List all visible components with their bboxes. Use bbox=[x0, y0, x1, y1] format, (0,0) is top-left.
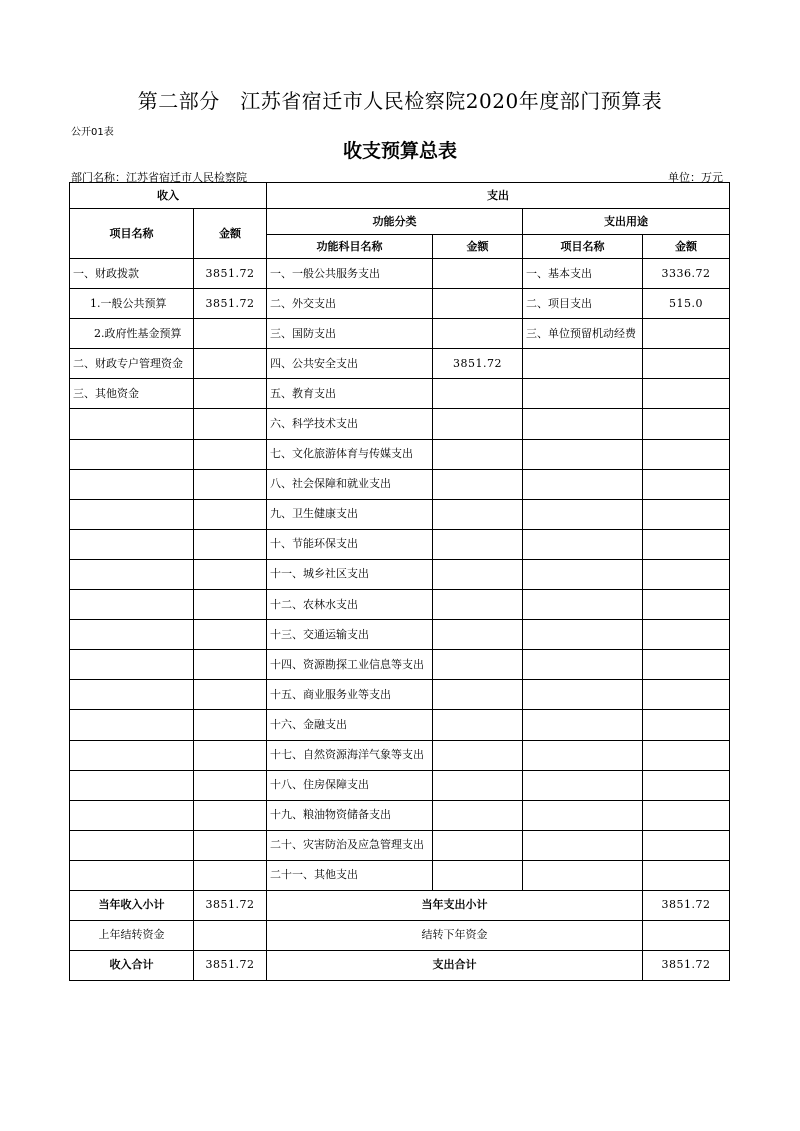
total-expense-amount: 3851.72 bbox=[643, 890, 730, 920]
usage-amount bbox=[643, 620, 730, 650]
usage-item-name: 一、基本支出 bbox=[523, 259, 643, 289]
income-amount bbox=[194, 529, 267, 559]
func-amount bbox=[433, 800, 523, 830]
func-item-name: 九、卫生健康支出 bbox=[267, 499, 433, 529]
income-item-name bbox=[70, 409, 194, 439]
income-item-name bbox=[70, 650, 194, 680]
func-amount: 3851.72 bbox=[433, 349, 523, 379]
income-item-name bbox=[70, 559, 194, 589]
func-item-name: 七、文化旅游体育与传媒支出 bbox=[267, 439, 433, 469]
page-title: 第二部分 江苏省宿迁市人民检察院2020年度部门预算表 bbox=[137, 89, 663, 113]
usage-item-name bbox=[523, 680, 643, 710]
income-item-name bbox=[70, 529, 194, 559]
func-item-name: 十四、资源勘探工业信息等支出 bbox=[267, 650, 433, 680]
func-amount bbox=[433, 289, 523, 319]
total-expense-amount bbox=[643, 920, 730, 950]
income-item-name bbox=[70, 860, 194, 890]
header-func-class: 功能分类 bbox=[267, 209, 523, 235]
usage-amount bbox=[643, 680, 730, 710]
income-item-name bbox=[70, 620, 194, 650]
unit-label: 单位：万元 bbox=[668, 171, 723, 184]
usage-item-name bbox=[523, 379, 643, 409]
usage-amount bbox=[643, 650, 730, 680]
table-row bbox=[70, 439, 730, 469]
func-amount bbox=[433, 590, 523, 620]
usage-amount bbox=[643, 830, 730, 860]
func-amount bbox=[433, 379, 523, 409]
func-amount bbox=[433, 529, 523, 559]
usage-item-name bbox=[523, 770, 643, 800]
func-item-name: 一、一般公共服务支出 bbox=[267, 259, 433, 289]
func-item-name: 十二、农林水支出 bbox=[267, 590, 433, 620]
income-amount: 3851.72 bbox=[194, 289, 267, 319]
total-row bbox=[70, 920, 730, 950]
income-item-name: 1.一般公共预算 bbox=[70, 289, 194, 319]
income-item-name: 二、财政专户管理资金 bbox=[70, 349, 194, 379]
header-amount: 金额 bbox=[194, 209, 267, 259]
usage-item-name bbox=[523, 529, 643, 559]
income-item-name bbox=[70, 770, 194, 800]
total-row bbox=[70, 950, 730, 980]
income-item-name: 一、财政拨款 bbox=[70, 259, 194, 289]
usage-item-name bbox=[523, 620, 643, 650]
func-item-name: 十七、自然资源海洋气象等支出 bbox=[267, 740, 433, 770]
total-expense-amount: 3851.72 bbox=[643, 950, 730, 980]
income-item-name bbox=[70, 469, 194, 499]
total-income-amount bbox=[194, 920, 267, 950]
header-expense: 支出 bbox=[267, 183, 730, 209]
usage-amount bbox=[643, 349, 730, 379]
func-item-name: 十一、城乡社区支出 bbox=[267, 559, 433, 589]
table-row bbox=[70, 710, 730, 740]
table-row bbox=[70, 650, 730, 680]
income-amount bbox=[194, 409, 267, 439]
usage-item-name bbox=[523, 860, 643, 890]
usage-item-name bbox=[523, 650, 643, 680]
income-amount bbox=[194, 439, 267, 469]
usage-item-name bbox=[523, 409, 643, 439]
func-item-name: 十九、粮油物资储备支出 bbox=[267, 800, 433, 830]
header-func-amount: 金额 bbox=[433, 235, 523, 259]
income-item-name: 2.政府性基金预算 bbox=[70, 319, 194, 349]
income-amount bbox=[194, 379, 267, 409]
table-row bbox=[70, 529, 730, 559]
header-usage: 支出用途 bbox=[523, 209, 730, 235]
usage-amount bbox=[643, 559, 730, 589]
header-func-item-name: 功能科目名称 bbox=[267, 235, 433, 259]
usage-item-name bbox=[523, 710, 643, 740]
usage-item-name bbox=[523, 800, 643, 830]
income-amount bbox=[194, 559, 267, 589]
income-amount bbox=[194, 590, 267, 620]
total-row bbox=[70, 890, 730, 920]
usage-amount bbox=[643, 860, 730, 890]
income-amount bbox=[194, 319, 267, 349]
usage-amount bbox=[643, 529, 730, 559]
usage-item-name: 三、单位预留机动经费 bbox=[523, 319, 643, 349]
total-income-label: 上年结转资金 bbox=[70, 920, 194, 950]
header-income: 收入 bbox=[70, 183, 267, 209]
usage-item-name: 二、项目支出 bbox=[523, 289, 643, 319]
income-amount bbox=[194, 650, 267, 680]
func-amount bbox=[433, 409, 523, 439]
usage-amount bbox=[643, 710, 730, 740]
income-amount bbox=[194, 349, 267, 379]
table-row bbox=[70, 559, 730, 589]
income-amount bbox=[194, 860, 267, 890]
func-item-name: 八、社会保障和就业支出 bbox=[267, 469, 433, 499]
budget-table bbox=[69, 182, 730, 981]
usage-amount bbox=[643, 800, 730, 830]
table-row bbox=[70, 499, 730, 529]
func-amount bbox=[433, 740, 523, 770]
income-amount bbox=[194, 770, 267, 800]
form-number: 公开01表 bbox=[71, 127, 114, 138]
func-item-name: 十五、商业服务业等支出 bbox=[267, 680, 433, 710]
usage-amount bbox=[643, 590, 730, 620]
department-name: 部门名称：江苏省宿迁市人民检察院 bbox=[71, 171, 247, 184]
func-amount bbox=[433, 559, 523, 589]
usage-item-name bbox=[523, 439, 643, 469]
table-row bbox=[70, 740, 730, 770]
income-amount bbox=[194, 680, 267, 710]
total-expense-label: 当年支出小计 bbox=[267, 890, 643, 920]
func-amount bbox=[433, 650, 523, 680]
usage-amount bbox=[643, 770, 730, 800]
income-amount bbox=[194, 620, 267, 650]
total-income-amount: 3851.72 bbox=[194, 890, 267, 920]
func-item-name: 三、国防支出 bbox=[267, 319, 433, 349]
income-amount bbox=[194, 830, 267, 860]
usage-amount bbox=[643, 439, 730, 469]
total-expense-label: 结转下年资金 bbox=[267, 920, 643, 950]
usage-item-name bbox=[523, 559, 643, 589]
table-row bbox=[70, 830, 730, 860]
income-amount bbox=[194, 740, 267, 770]
func-item-name: 四、公共安全支出 bbox=[267, 349, 433, 379]
func-item-name: 十六、金融支出 bbox=[267, 710, 433, 740]
table-row bbox=[70, 800, 730, 830]
usage-item-name bbox=[523, 349, 643, 379]
func-amount bbox=[433, 620, 523, 650]
total-income-label: 收入合计 bbox=[70, 950, 194, 980]
usage-amount bbox=[643, 469, 730, 499]
func-amount bbox=[433, 680, 523, 710]
usage-amount bbox=[643, 740, 730, 770]
table-title: 收支预算总表 bbox=[342, 140, 457, 162]
income-item-name bbox=[70, 499, 194, 529]
income-item-name: 三、其他资金 bbox=[70, 379, 194, 409]
income-item-name bbox=[70, 710, 194, 740]
income-amount bbox=[194, 499, 267, 529]
table-row bbox=[70, 590, 730, 620]
header-usage-item-name: 项目名称 bbox=[523, 235, 643, 259]
func-item-name: 二、外交支出 bbox=[267, 289, 433, 319]
usage-item-name bbox=[523, 740, 643, 770]
func-amount bbox=[433, 770, 523, 800]
header-item-name: 项目名称 bbox=[70, 209, 194, 259]
usage-item-name bbox=[523, 830, 643, 860]
table-row bbox=[70, 860, 730, 890]
table-row bbox=[70, 680, 730, 710]
func-amount bbox=[433, 710, 523, 740]
income-amount bbox=[194, 469, 267, 499]
usage-amount bbox=[643, 409, 730, 439]
income-item-name bbox=[70, 439, 194, 469]
table-row bbox=[70, 620, 730, 650]
func-item-name: 二十一、其他支出 bbox=[267, 860, 433, 890]
func-amount bbox=[433, 860, 523, 890]
func-item-name: 五、教育支出 bbox=[267, 379, 433, 409]
table-row bbox=[70, 770, 730, 800]
func-item-name: 十三、交通运输支出 bbox=[267, 620, 433, 650]
func-amount bbox=[433, 830, 523, 860]
usage-amount: 515.0 bbox=[643, 289, 730, 319]
table-row bbox=[70, 349, 730, 379]
income-item-name bbox=[70, 590, 194, 620]
func-item-name: 六、科学技术支出 bbox=[267, 409, 433, 439]
usage-item-name bbox=[523, 590, 643, 620]
usage-amount: 3336.72 bbox=[643, 259, 730, 289]
table-row bbox=[70, 409, 730, 439]
func-item-name: 十、节能环保支出 bbox=[267, 529, 433, 559]
func-amount bbox=[433, 259, 523, 289]
func-amount bbox=[433, 439, 523, 469]
func-amount bbox=[433, 499, 523, 529]
usage-item-name bbox=[523, 469, 643, 499]
usage-item-name bbox=[523, 499, 643, 529]
income-item-name bbox=[70, 740, 194, 770]
income-item-name bbox=[70, 830, 194, 860]
income-amount: 3851.72 bbox=[194, 259, 267, 289]
func-item-name: 十八、住房保障支出 bbox=[267, 770, 433, 800]
usage-amount bbox=[643, 379, 730, 409]
income-item-name bbox=[70, 800, 194, 830]
table-row bbox=[70, 319, 730, 349]
total-expense-label: 支出合计 bbox=[267, 950, 643, 980]
table-row bbox=[70, 259, 730, 289]
usage-amount bbox=[643, 499, 730, 529]
income-item-name bbox=[70, 680, 194, 710]
income-amount bbox=[194, 800, 267, 830]
total-income-amount: 3851.72 bbox=[194, 950, 267, 980]
table-row bbox=[70, 289, 730, 319]
header-usage-amount: 金额 bbox=[643, 235, 730, 259]
func-item-name: 二十、灾害防治及应急管理支出 bbox=[267, 830, 433, 860]
table-row bbox=[70, 469, 730, 499]
table-row bbox=[70, 379, 730, 409]
income-amount bbox=[194, 710, 267, 740]
func-amount bbox=[433, 469, 523, 499]
func-amount bbox=[433, 319, 523, 349]
total-income-label: 当年收入小计 bbox=[70, 890, 194, 920]
usage-amount bbox=[643, 319, 730, 349]
